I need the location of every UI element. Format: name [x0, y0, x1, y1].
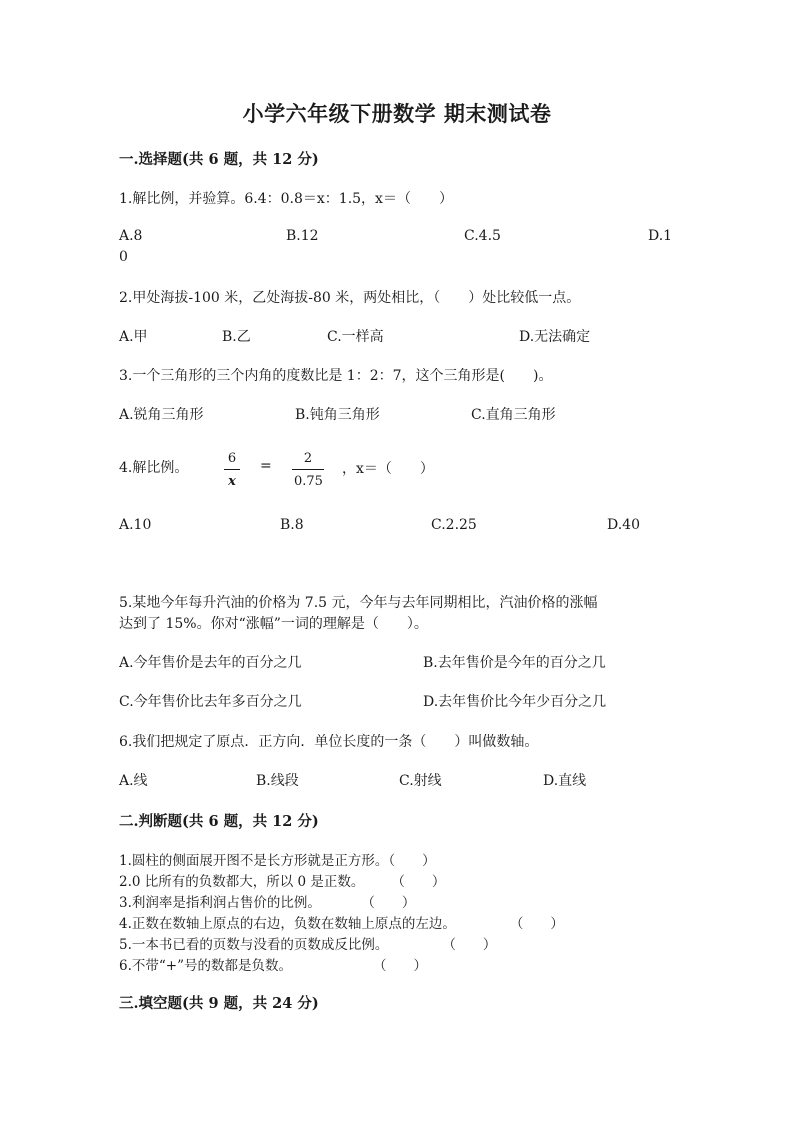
q5-option-b: B.去年售价是今年的百分之几	[423, 655, 606, 671]
q1-option-d: D.1	[648, 228, 673, 244]
q4-option-a: A.10	[119, 517, 152, 533]
judgement-item-5: 5.一本书已看的页数与没看的页数成反比例。 （ ）	[119, 937, 497, 953]
question-5-line1: 5.某地今年每升汽油的价格为 7.5 元，今年与去年同期相比，汽油价格的涨幅	[119, 595, 598, 611]
q2-option-c: C.一样高	[327, 329, 384, 345]
question-2: 2.甲处海拔-100 米，乙处海拔-80 米，两处相比，（ ）处比较低一点。	[119, 290, 581, 306]
q6-option-b: B.线段	[256, 773, 299, 789]
q5-option-a: A.今年售价是去年的百分之几	[119, 655, 302, 671]
q4-option-c: C.2.25	[431, 517, 477, 533]
q5-option-d: D.去年售价比今年少百分之几	[423, 694, 607, 710]
q3-option-c: C.直角三角形	[471, 407, 556, 423]
q1-option-d-wrap: 0	[119, 249, 128, 265]
q5-option-c: C.今年售价比去年多百分之几	[119, 694, 302, 710]
fraction-2-over-0.75	[292, 451, 324, 489]
section-heading-judgement: 二.判断题(共 6 题，共 12 分)	[119, 813, 319, 830]
section-heading-fill-blank: 三.填空题(共 9 题，共 24 分)	[119, 995, 319, 1012]
q2-option-d: D.无法确定	[519, 329, 591, 345]
question-4-suffix: ，x＝（ ）	[342, 461, 434, 477]
q6-option-a: A.线	[119, 773, 148, 789]
q1-option-b: B.12	[286, 228, 319, 244]
q3-option-b: B.钝角三角形	[295, 407, 380, 423]
page-title: 小学六年级下册数学 期末测试卷	[242, 101, 552, 126]
fraction-2-bar	[292, 469, 324, 470]
judgement-item-1: 1.圆柱的侧面展开图不是长方形就是正方形。（ ）	[119, 853, 436, 869]
fraction-2-denominator: 0.75	[294, 474, 323, 489]
fraction-1-denominator: x	[228, 474, 236, 489]
fraction-1-numerator: 6	[227, 451, 237, 466]
q4-option-d: D.40	[607, 517, 640, 533]
judgement-item-6: 6.不带“+”号的数都是负数。 （ ）	[119, 958, 427, 974]
q1-option-a: A.8	[119, 228, 143, 244]
q2-option-a: A.甲	[119, 329, 148, 345]
question-4-prefix: 4.解比例。	[119, 460, 189, 476]
question-6: 6.我们把规定了原点．正方向．单位长度的一条（ ）叫做数轴。	[119, 734, 539, 750]
q6-option-c: C.射线	[399, 773, 442, 789]
question-5-line2: 达到了 15%。你对“涨幅”一词的理解是（ ）。	[119, 616, 428, 632]
fraction-1-bar	[224, 469, 240, 470]
question-3: 3.一个三角形的三个内角的度数比是 1：2：7，这个三角形是( )。	[119, 368, 553, 384]
q4-option-b: B.8	[280, 517, 304, 533]
judgement-item-3: 3.利润率是指利润占售价的比例。 （ ）	[119, 895, 416, 911]
equals-sign: =	[260, 458, 272, 474]
question-1: 1.解比例，并验算。6.4：0.8＝x：1.5，x＝（ ）	[119, 191, 453, 207]
judgement-item-2: 2.0 比所有的负数都大，所以 0 是正数。 （ ）	[119, 874, 446, 890]
fraction-6-over-x	[224, 451, 240, 489]
q3-option-a: A.锐角三角形	[119, 407, 204, 423]
section-heading-choice: 一.选择题(共 6 题，共 12 分)	[119, 151, 319, 168]
judgement-item-4: 4.正数在数轴上原点的右边，负数在数轴上原点的左边。 （ ）	[119, 916, 564, 932]
q1-option-c: C.4.5	[464, 228, 501, 244]
fraction-2-numerator: 2	[303, 451, 313, 466]
q6-option-d: D.直线	[543, 773, 587, 789]
q2-option-b: B.乙	[222, 329, 251, 345]
